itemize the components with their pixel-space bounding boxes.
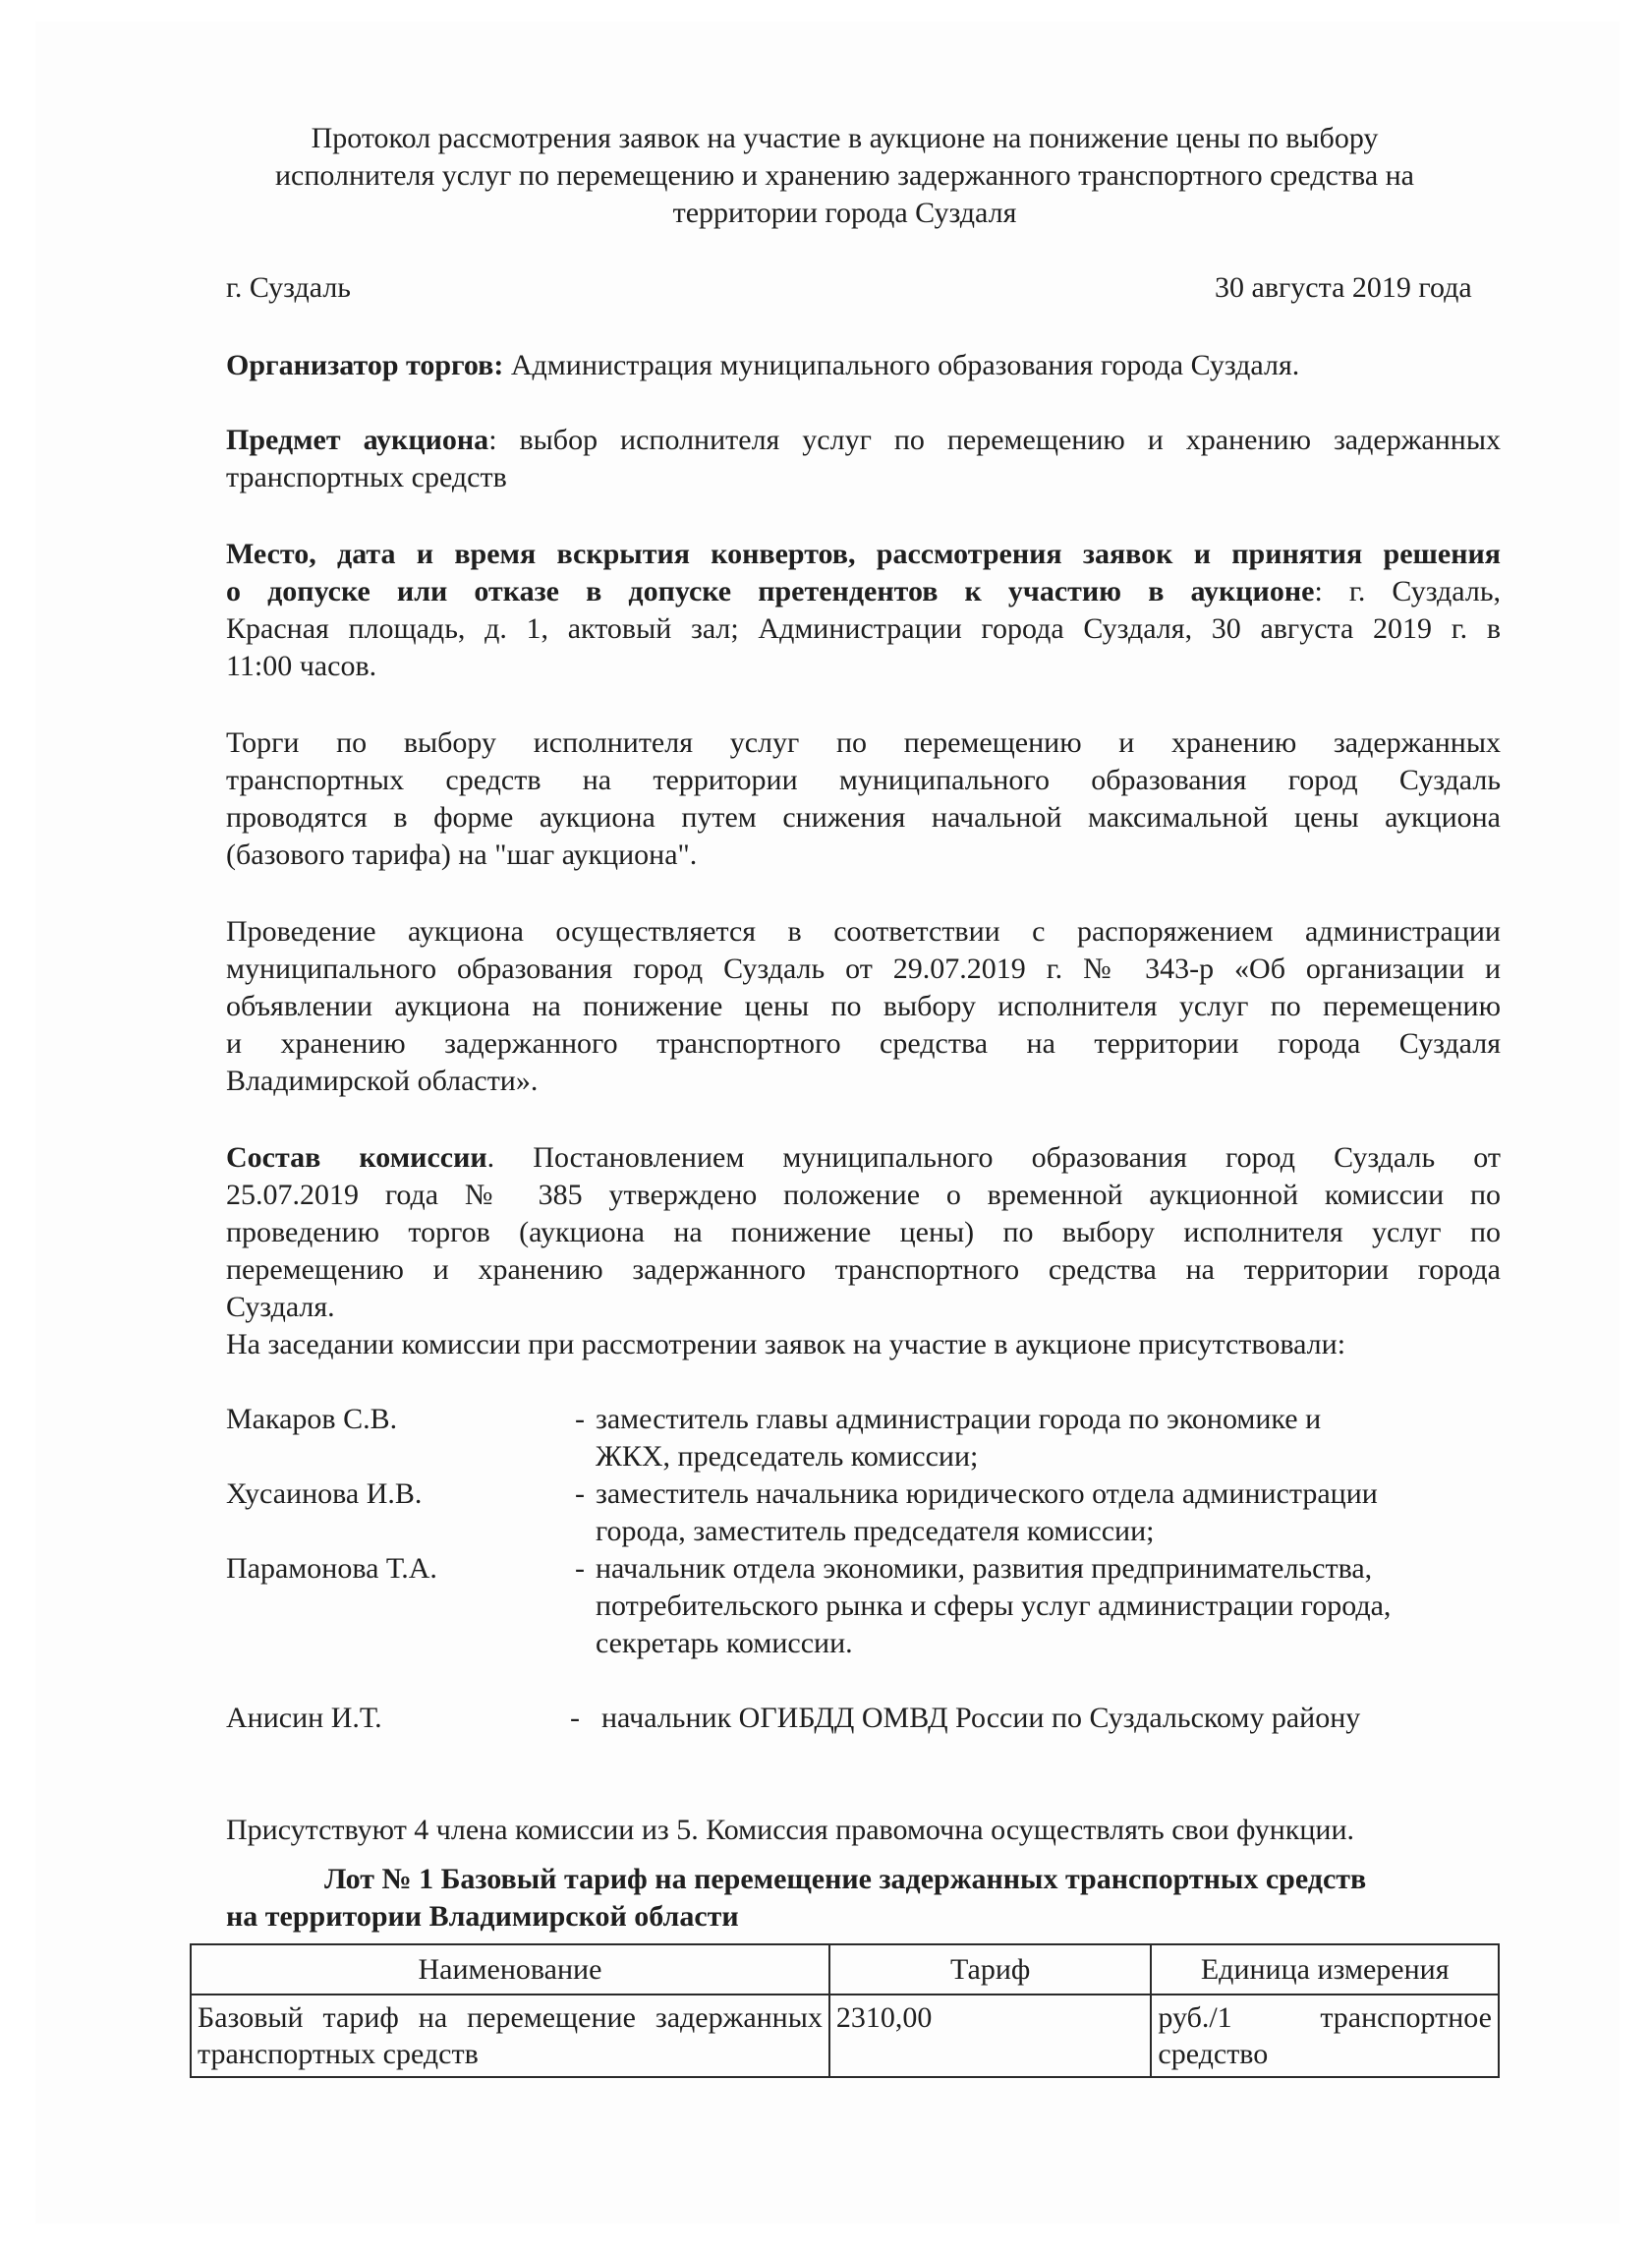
- cell-name: Базовый тариф на перемещение задержанных транспортных средств: [191, 1995, 829, 2077]
- organizer-label: Организатор торгов:: [226, 349, 504, 381]
- conduct-paragraph-line: и хранению задержанного транспортного средства на территории города Суздаля: [226, 1027, 1501, 1060]
- member-role: заместитель главы администрации города по экономике и: [596, 1403, 1322, 1435]
- venue-line-1: Место, дата и время вскрытия конвертов, рассмотрения заявок и принятия решения: [226, 538, 1501, 570]
- column-header-name: Наименование: [191, 1944, 829, 1995]
- venue-line-4: 11:00 часов.: [226, 650, 377, 682]
- conduct-paragraph-line: Проведение аукциона осуществляется в соответствии с распоряжением администрации: [226, 915, 1501, 948]
- trade-paragraph-line: транспортных средств на территории муниципального образования город Суздаль: [226, 764, 1501, 796]
- member-name: Парамонова Т.А.: [226, 1552, 437, 1585]
- document-title-line-3: территории города Суздаля: [672, 197, 1017, 229]
- place: г. Суздаль: [226, 271, 351, 304]
- member-dash: -: [575, 1403, 585, 1435]
- column-header-unit: Единица измерения: [1151, 1944, 1499, 1995]
- member-role: начальник отдела экономики, развития предпринимательства,: [596, 1552, 1373, 1585]
- trade-paragraph-line: Торги по выбору исполнителя услуг по перемещению и хранению задержанных: [226, 726, 1501, 759]
- member-dash: -: [575, 1477, 585, 1510]
- commission-line: 25.07.2019 года № 385 утверждено положение о временной аукционной комиссии по: [226, 1179, 1501, 1211]
- quorum-statement: Присутствуют 4 члена комиссии из 5. Комиссия правомочна осуществлять свои функции.: [226, 1814, 1355, 1846]
- member-name: Анисин И.Т.: [226, 1702, 382, 1734]
- table-row: [191, 1995, 1499, 2077]
- document-title-line-2: исполнителя услуг по перемещению и хранению задержанного транспортного средства на: [274, 159, 1414, 192]
- member-role: секретарь комиссии.: [596, 1627, 853, 1659]
- venue-line-2: о допуске или отказе в допуске претендентов к участию в аукционе: г. Суздаль,: [226, 575, 1501, 607]
- commission-line: перемещению и хранению задержанного транспортного средства на территории города: [226, 1253, 1501, 1286]
- member-role: заместитель начальника юридического отдела администрации: [596, 1477, 1378, 1510]
- commission-line: Суздаля.: [226, 1291, 335, 1323]
- member-dash: -: [570, 1702, 580, 1734]
- member-role: города, заместитель председателя комиссии;: [596, 1515, 1155, 1547]
- tariff-table: [190, 1943, 1500, 2078]
- column-header-tariff: Тариф: [829, 1944, 1151, 1995]
- member-name: Хусаинова И.В.: [226, 1477, 423, 1510]
- document-title-line-1: Протокол рассмотрения заявок на участие в аукционе на понижение цены по выбору: [311, 122, 1379, 154]
- subject-line-2: транспортных средств: [226, 461, 507, 493]
- conduct-paragraph-line: Владимирской области».: [226, 1065, 539, 1097]
- member-role: потребительского рынка и сферы услуг администрации города,: [596, 1590, 1392, 1622]
- lot-heading-line-1: Лот № 1 Базовый тариф на перемещение задержанных транспортных средств: [324, 1863, 1367, 1895]
- conduct-paragraph-line: муниципального образования город Суздаль от 29.07.2019 г. № 343-р «Об организации и: [226, 953, 1501, 985]
- member-role: ЖКХ, председатель комиссии;: [596, 1440, 979, 1473]
- member-role: начальник ОГИБДД ОМВД России по Суздальскому району: [601, 1702, 1361, 1734]
- organizer-line: [226, 347, 1299, 383]
- date: 30 августа 2019 года: [1215, 271, 1472, 304]
- lot-heading-line-2: на территории Владимирской области: [226, 1900, 739, 1933]
- trade-paragraph-line: проводятся в форме аукциона путем снижения начальной максимальной цены аукциона: [226, 801, 1501, 834]
- member-dash: -: [575, 1552, 585, 1585]
- table-header-row: [191, 1944, 1499, 1995]
- member-name: Макаров С.В.: [226, 1403, 398, 1435]
- commission-label: Состав комиссии: [226, 1141, 487, 1174]
- subject-line-1: Предмет аукциона: выбор исполнителя услуг по перемещению и хранению задержанных: [226, 424, 1502, 456]
- cell-tariff: 2310,00: [829, 1995, 1151, 2077]
- cell-unit: руб./1 транспортное средство: [1151, 1995, 1499, 2077]
- conduct-paragraph-line: объявлении аукциона на понижение цены по выбору исполнителя услуг по перемещению: [226, 990, 1501, 1022]
- commission-line-1: Состав комиссии. Постановлением муниципального образования город Суздаль от: [226, 1141, 1501, 1174]
- trade-paragraph-line: (базового тарифа) на "шаг аукциона".: [226, 838, 698, 871]
- commission-line: проведению торгов (аукциона на понижение цены) по выбору исполнителя услуг по: [226, 1216, 1501, 1248]
- subject-label: Предмет аукциона: [226, 424, 489, 456]
- commission-attended: На заседании комиссии при рассмотрении заявок на участие в аукционе присутствовали:: [226, 1328, 1346, 1360]
- organizer-value: Администрация муниципального образования города Суздаля.: [503, 349, 1300, 381]
- venue-line-3: Красная площадь, д. 1, актовый зал; Администрации города Суздаля, 30 августа 2019 г. в: [226, 612, 1501, 645]
